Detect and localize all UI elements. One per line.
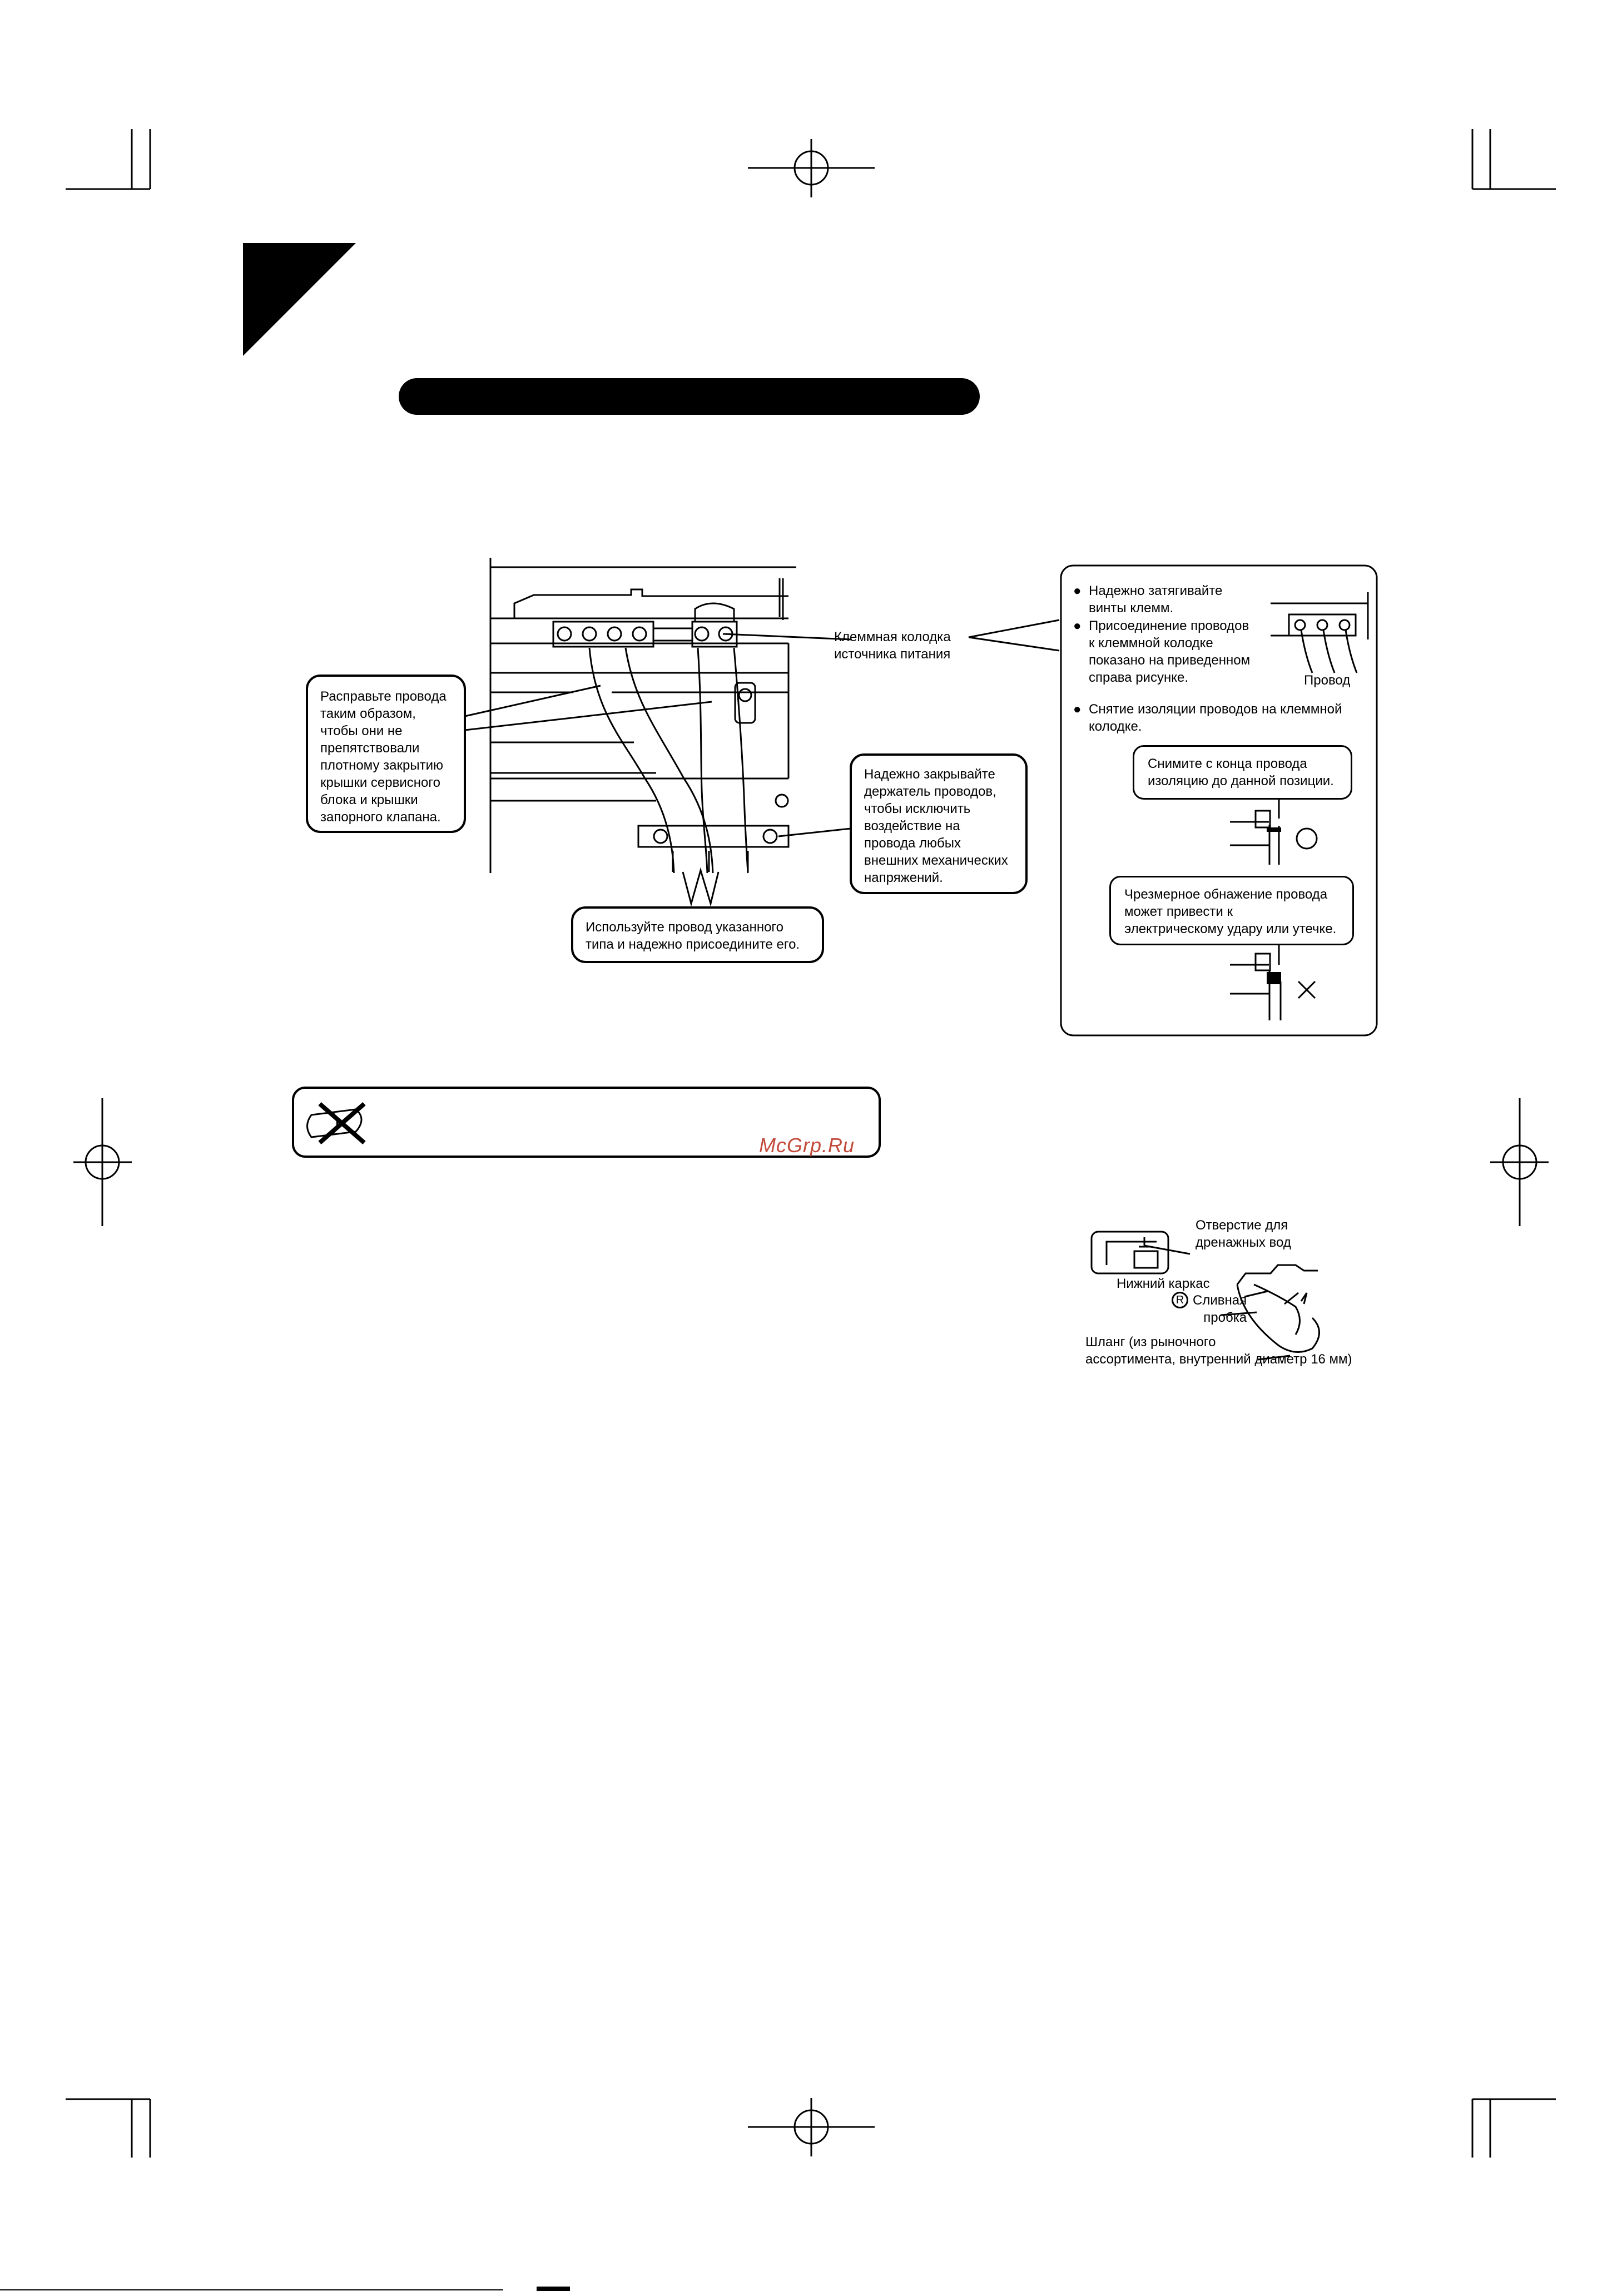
terminal-mini-diagram	[1230, 592, 1368, 1020]
drain-plug-label: Сливная пробка	[1193, 1293, 1247, 1325]
no-wire-splice-icon	[307, 1104, 365, 1143]
section-title-bar	[399, 378, 980, 415]
wire-type-note: Используйте провод указанного типа и надежно присоедините его.	[571, 906, 824, 963]
bare-wire-mark	[1267, 972, 1281, 984]
drain-hole-label: Отверстие для дренажных вод	[1196, 1218, 1291, 1250]
hose-label: Шланг (из рыночного ассортимента, внутренний диаметр 16 мм)	[1085, 1335, 1352, 1367]
bottom-frame-label: Нижний каркас	[1117, 1276, 1210, 1291]
cable-holder-note: Надежно закрывайте держатель проводов, чтобы исключить воздействие на провода любых внешних механических напряжений.	[850, 753, 1028, 894]
wire-label: Провод	[1304, 673, 1351, 688]
section-triangle	[243, 243, 356, 356]
terminal-block-label: Клеммная колодка источника питания	[834, 629, 951, 662]
spread-wires-note: Расправьте провода таким образом, чтобы они не препятствовали плотному закрытию крышки сервисного блока и крышки запорного клапана.	[306, 675, 466, 833]
page-number-fragment	[537, 2287, 570, 2291]
strip-correct-note: Снимите с конца провода изоляцию до данной позиции.	[1133, 745, 1352, 800]
watermark: McGrp.Ru	[759, 1134, 855, 1157]
insulation-mark	[1267, 827, 1281, 832]
excess-strip-note: Чрезмерное обнажение провода может привести к электрическому удару или утечке.	[1109, 876, 1354, 945]
drain-plug-mark: R	[1172, 1292, 1188, 1308]
